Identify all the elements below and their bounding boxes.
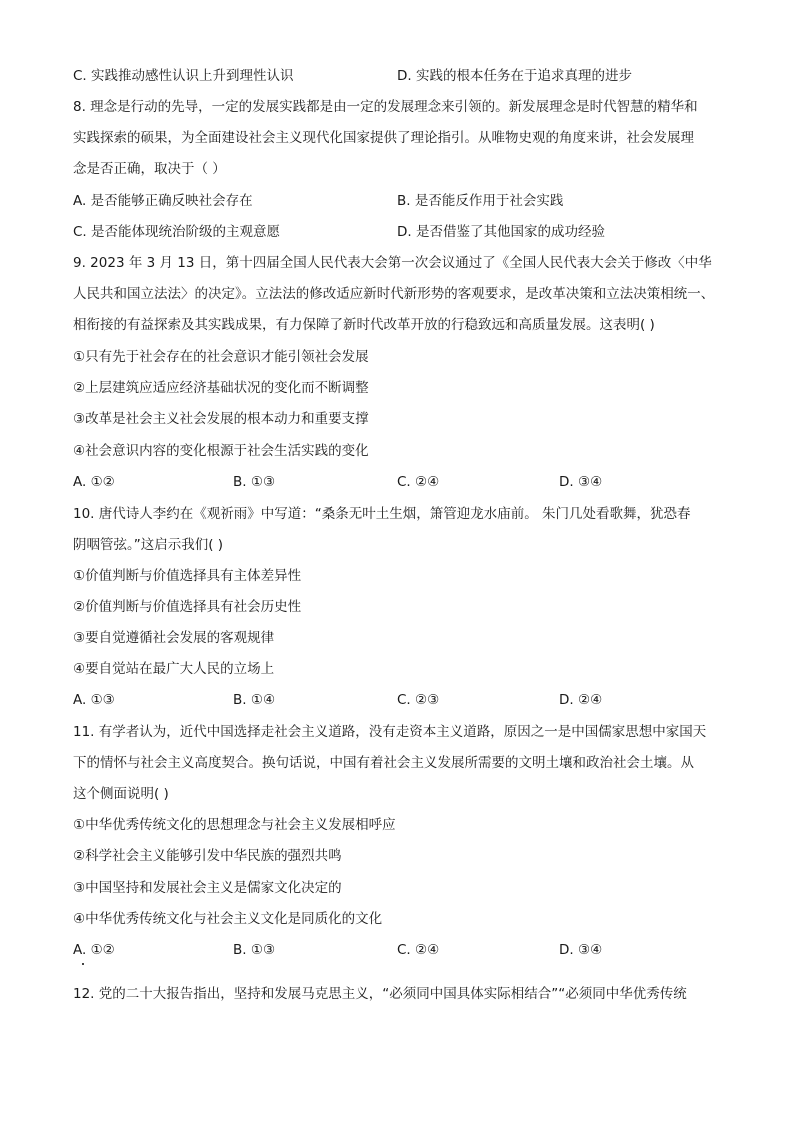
q10-item-3: ③要自觉遵循社会发展的客观规律	[73, 630, 275, 646]
q9-option-d: D. ③④	[559, 474, 603, 490]
q7-option-c: C. 实践推动感性认识上升到理性认识	[73, 68, 294, 84]
q11-item-4: ④中华优秀传统文化与社会主义文化是同质化的文化	[73, 911, 383, 927]
q8-option-c: C. 是否能体现统治阶级的主观意愿	[73, 224, 281, 240]
q11-stem-line-2: 下的情怀与社会主义高度契合。换句话说，中国有着社会主义发展所需要的文明土壤和政治社会土壤。从	[73, 755, 694, 771]
q11-stem-line-1: 11. 有学者认为，近代中国选择走社会主义道路，没有走资本主义道路，原因之一是中国儒家思想中家国天	[73, 724, 707, 740]
q9-item-3: ③改革是社会主义社会发展的根本动力和重要支撑	[73, 411, 369, 427]
q12-stem-line-1: 12. 党的二十大报告指出，坚持和发展马克思主义，“必须同中国具体实际相结合”“必须同中华优秀传统	[73, 986, 687, 1002]
q8-stem-line-3: 念是否正确，取决于（ ）	[73, 161, 226, 177]
q8-stem-line-1: 8. 理念是行动的先导，一定的发展实践都是由一定的发展理念来引领的。新发展理念是时代智慧的精华和	[73, 99, 698, 115]
q9-stem-line-2: 人民共和国立法法〉的决定》。立法法的修改适应新时代新形势的客观要求，是改革决策和立法决策相统一、	[73, 286, 715, 302]
q10-stem-line-2: 阴咽管弦。”这启示我们( )	[73, 537, 224, 553]
q8-option-b: B. 是否能反作用于社会实践	[397, 193, 564, 209]
q9-item-4: ④社会意识内容的变化根源于社会生活实践的变化	[73, 443, 369, 459]
q10-option-d: D. ②④	[559, 692, 603, 708]
q9-option-a: A. ①②	[73, 474, 115, 490]
q9-option-c: C. ②④	[397, 474, 440, 490]
stray-mark	[82, 963, 84, 965]
q9-item-1: ①只有先于社会存在的社会意识才能引领社会发展	[73, 349, 369, 365]
q9-stem-line-3: 相衔接的有益探索及其实践成果，有力保障了新时代改革开放的行稳致远和高质量发展。这表明( )	[73, 317, 655, 333]
q11-option-a: A. ①②	[73, 942, 115, 958]
q7-option-d: D. 实践的根本任务在于追求真理的进步	[397, 68, 632, 84]
q8-option-d: D. 是否借鉴了其他国家的成功经验	[397, 224, 605, 240]
q8-stem-line-2: 实践探索的硕果，为全面建设社会主义现代化国家提供了理论指引。从唯物史观的角度来讲，社会发展理	[73, 130, 694, 146]
q10-item-2: ②价值判断与价值选择具有社会历史性	[73, 599, 302, 615]
q10-option-b: B. ①④	[233, 692, 276, 708]
q10-item-4: ④要自觉站在最广大人民的立场上	[73, 661, 275, 677]
q11-option-b: B. ①③	[233, 942, 276, 958]
q10-stem-line-1: 10. 唐代诗人李约在《观祈雨》中写道：“桑条无叶土生烟，箫管迎龙水庙前。 朱门几处看歌舞，犹恐春	[73, 506, 691, 522]
q9-item-2: ②上层建筑应适应经济基础状况的变化而不断调整	[73, 380, 369, 396]
q11-stem-line-3: 这个侧面说明( )	[73, 786, 169, 802]
q11-item-3: ③中国坚持和发展社会主义是儒家文化决定的	[73, 880, 342, 896]
q10-option-c: C. ②③	[397, 692, 440, 708]
q11-option-d: D. ③④	[559, 942, 603, 958]
q11-option-c: C. ②④	[397, 942, 440, 958]
q11-item-1: ①中华优秀传统文化的思想理念与社会主义发展相呼应	[73, 817, 396, 833]
q10-option-a: A. ①③	[73, 692, 115, 708]
q9-option-b: B. ①③	[233, 474, 276, 490]
q8-option-a: A. 是否能够正确反映社会存在	[73, 193, 253, 209]
q10-item-1: ①价值判断与价值选择具有主体差异性	[73, 568, 302, 584]
q9-stem-line-1: 9. 2023 年 3 月 13 日，第十四届全国人民代表大会第一次会议通过了《全国人民代表大会关于修改〈中华	[73, 255, 712, 271]
q11-item-2: ②科学社会主义能够引发中华民族的强烈共鸣	[73, 848, 342, 864]
